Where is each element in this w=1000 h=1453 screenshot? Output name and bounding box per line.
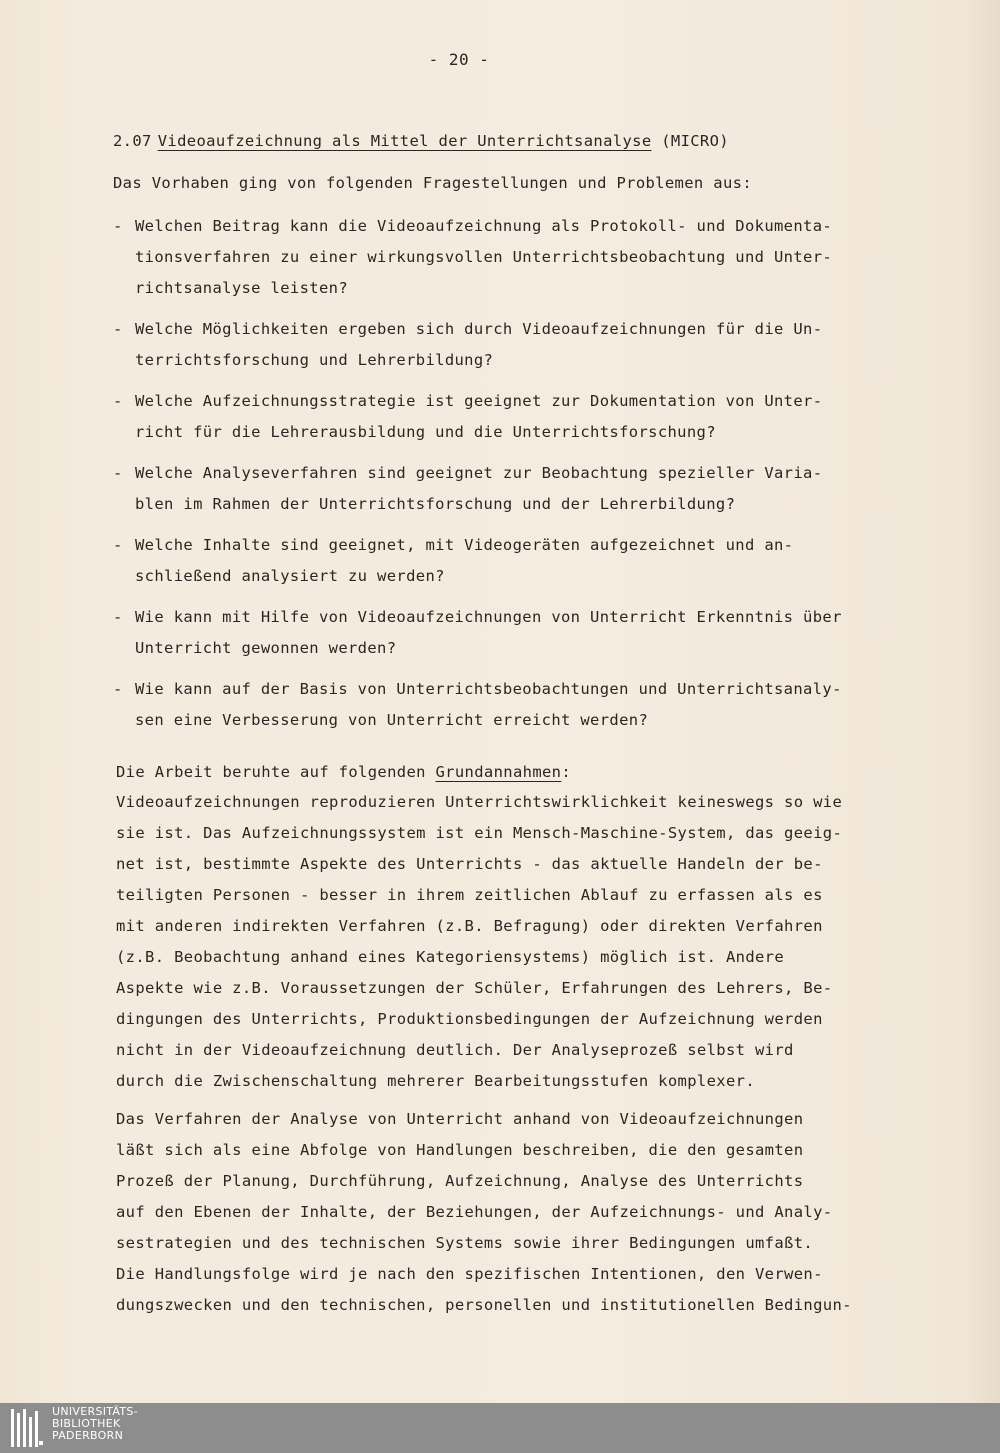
question-dash: - [113, 608, 123, 626]
intro-text: Das Vorhaben ging von folgenden Fragestellungen und Problemen aus: [113, 174, 752, 192]
question-dash: - [113, 392, 123, 410]
library-logo-line: PADERBORN [52, 1429, 124, 1442]
question-text: Welche Inhalte sind geeignet, mit Videogeräten aufgezeichnet und an- schließend analysiert zu werden? [135, 536, 794, 585]
assumptions-lead-text: Die Arbeit beruhte auf folgenden [116, 763, 436, 781]
library-footer [0, 1403, 1000, 1453]
procedure-paragraph: Das Verfahren der Analyse von Unterricht anhand von Videoaufzeichnungen läßt sich als eine Abfolge von Handlungen beschreiben, die den gesamten Prozeß der Planung, Durchführung, Aufzeichnung, Analyse des Unterrichts auf den Ebenen der Inhalte, der Beziehungen, der Aufzeichnungs- und Analy- sestrategien und des technischen Systems sowie ihrer Bedingungen umfaßt. Die Handlungsfolge wird je nach den spezifischen Intentionen, den Verwen- dungszwecken und den technischen, personellen und institutionellen Bedingun- [116, 1110, 852, 1314]
assumptions-colon: : [561, 763, 572, 781]
assumptions-lead [116, 757, 896, 788]
question-text: Welche Möglichkeiten ergeben sich durch Videoaufzeichnungen für die Un- terrichtsforschung und Lehrerbildung? [135, 320, 823, 369]
section-heading [113, 132, 893, 150]
question-dash: - [113, 464, 123, 482]
library-logo-line: BIBLIOTHEK [52, 1417, 121, 1430]
question-item [113, 386, 903, 448]
question-text: Wie kann auf der Basis von Unterrichtsbeobachtungen und Unterrichtsanaly- sen eine Verbesserung von Unterricht erreicht werden? [135, 680, 842, 729]
question-dash: - [113, 536, 123, 554]
library-logo-icon [10, 1407, 44, 1449]
assumptions-keyword: Grundannahmen [435, 763, 562, 781]
section-number: 2.07 [113, 132, 152, 150]
question-item [113, 674, 903, 736]
question-text: Wie kann mit Hilfe von Videoaufzeichnungen von Unterricht Erkenntnis über Unterricht gewonnen werden? [135, 608, 842, 657]
library-logo-line: UNIVERSITÄTS- [52, 1405, 138, 1418]
question-item [113, 314, 903, 376]
page-number: - 20 - [428, 50, 490, 69]
section-title: Videoaufzeichnung als Mittel der Unterrichtsanalyse [157, 132, 652, 150]
question-dash: - [113, 680, 123, 698]
question-text: Welche Aufzeichnungsstrategie ist geeignet zur Dokumentation von Unter- richt für die Lehrerausbildung und die Unterrichtsforschung? [135, 392, 823, 441]
question-dash: - [113, 320, 123, 338]
assumptions-paragraph: Videoaufzeichnungen reproduzieren Unterrichtswirklichkeit keineswegs so wie sie ist. Das Aufzeichnungssystem ist ein Mensch-Maschine-System, das geeig- net ist, bestimmte Aspekte des Unterrichts - das aktuelle Handeln der be- teiligten Personen - besser in ihrem zeitlichen Ablauf zu erfassen als es mit anderen indirekten Verfahren (z.B. Befragung) oder direkten Verfahren (z.B. Beobachtung anhand eines Kategoriensystems) möglich ist. Andere Aspekte wie z.B. Voraussetzungen der Schüler, Erfahrungen des Lehrers, Be- dingungen des Unterrichts, Produktionsbedingungen der Aufzeichnung werden nicht in der Videoaufzeichnung deutlich. Der Analyseprozeß selbst wird durch die Zwischenschaltung mehrerer Bearbeitungsstufen komplexer. [116, 793, 843, 1090]
question-item [113, 211, 903, 304]
question-text: Welchen Beitrag kann die Videoaufzeichnung als Protokoll- und Dokumenta- tionsverfahren zu einer wirkungsvollen Unterrichtsbeobachtung und Unter- richtsanalyse leisten? [135, 217, 833, 297]
question-item [113, 458, 903, 520]
library-logo-text [52, 1406, 138, 1442]
question-dash: - [113, 217, 123, 235]
question-item [113, 530, 903, 592]
question-text: Welche Analyseverfahren sind geeignet zur Beobachtung spezieller Varia- blen im Rahmen der Unterrichtsforschung und der Lehrerbildung? [135, 464, 823, 513]
question-item [113, 602, 903, 664]
section-tag: (MICRO) [661, 132, 729, 150]
